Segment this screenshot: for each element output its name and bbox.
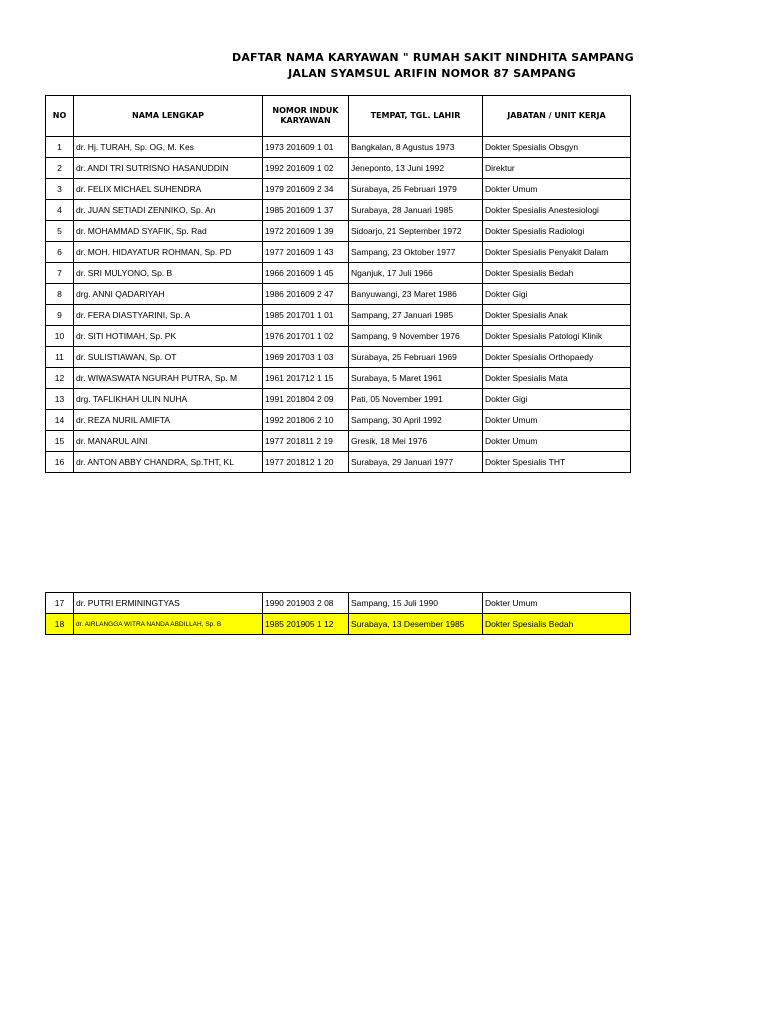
cell-nik: 1991 201804 2 09	[263, 389, 349, 410]
cell-jabatan: Dokter Gigi	[483, 389, 631, 410]
cell-name: dr. SULISTIAWAN, Sp. OT	[74, 347, 263, 368]
cell-jabatan: Dokter Spesialis Bedah	[483, 614, 631, 635]
cell-no: 10	[46, 326, 74, 347]
cell-no: 6	[46, 242, 74, 263]
cell-name: dr. AIRLANGGA WITRA NANDA ABDILLAH, Sp. B	[74, 614, 263, 635]
cell-no: 4	[46, 200, 74, 221]
cell-name: dr. SRI MULYONO, Sp. B	[74, 263, 263, 284]
cell-name: drg. TAFLIKHAH ULIN NUHA	[74, 389, 263, 410]
cell-no: 14	[46, 410, 74, 431]
cell-no: 1	[46, 137, 74, 158]
table-row	[46, 263, 631, 284]
cell-jabatan: Dokter Spesialis Anestesiologi	[483, 200, 631, 221]
cell-name: dr. ANDI TRI SUTRISNO HASANUDDIN	[74, 158, 263, 179]
cell-no: 13	[46, 389, 74, 410]
table-row	[46, 452, 631, 473]
cell-tempat: Sampang, 23 Oktober 1977	[349, 242, 483, 263]
cell-jabatan: Dokter Spesialis Anak	[483, 305, 631, 326]
cell-tempat: Banyuwangi, 23 Maret 1986	[349, 284, 483, 305]
cell-tempat: Nganjuk, 17 Juli 1966	[349, 263, 483, 284]
cell-jabatan: Dokter Umum	[483, 593, 631, 614]
cell-name: dr. REZA NURIL AMIFTA	[74, 410, 263, 431]
cell-tempat: Surabaya, 5 Maret 1961	[349, 368, 483, 389]
cell-no: 8	[46, 284, 74, 305]
cell-no: 2	[46, 158, 74, 179]
cell-jabatan: Dokter Spesialis Obsgyn	[483, 137, 631, 158]
cell-name: dr. FERA DIASTYARINI, Sp. A	[74, 305, 263, 326]
cell-name: dr. FELIX MICHAEL SUHENDRA	[74, 179, 263, 200]
cell-name: dr. PUTRI ERMININGTYAS	[74, 593, 263, 614]
cell-tempat: Surabaya, 28 Januari 1985	[349, 200, 483, 221]
cell-jabatan: Dokter Spesialis Orthopaedy	[483, 347, 631, 368]
cell-no: 12	[46, 368, 74, 389]
cell-tempat: Sampang, 9 November 1976	[349, 326, 483, 347]
table-header-row	[46, 96, 631, 137]
cell-tempat: Gresik, 18 Mei 1976	[349, 431, 483, 452]
cell-nik: 1973 201609 1 01	[263, 137, 349, 158]
table-row	[46, 179, 631, 200]
cell-jabatan: Dokter Umum	[483, 431, 631, 452]
cell-nik: 1969 201703 1 03	[263, 347, 349, 368]
cell-no: 16	[46, 452, 74, 473]
cell-no: 9	[46, 305, 74, 326]
cell-no: 3	[46, 179, 74, 200]
cell-nik: 1977 201609 1 43	[263, 242, 349, 263]
document-title: DAFTAR NAMA KARYAWAN " RUMAH SAKIT NINDHITA SAMPANG	[232, 51, 634, 64]
cell-nik: 1979 201609 2 34	[263, 179, 349, 200]
cell-nik: 1985 201905 1 12	[263, 614, 349, 635]
table-row	[46, 410, 631, 431]
cell-no: 7	[46, 263, 74, 284]
table-row	[46, 368, 631, 389]
table-row	[46, 242, 631, 263]
header-name: NAMA LENGKAP	[74, 96, 263, 137]
cell-tempat: Sampang, 27 Januari 1985	[349, 305, 483, 326]
cell-nik: 1986 201609 2 47	[263, 284, 349, 305]
cell-jabatan: Dokter Spesialis Mata	[483, 368, 631, 389]
table-row	[46, 200, 631, 221]
cell-no: 17	[46, 593, 74, 614]
cell-name: drg. ANNI QADARIYAH	[74, 284, 263, 305]
cell-nik: 1992 201806 2 10	[263, 410, 349, 431]
cell-nik: 1985 201701 1 01	[263, 305, 349, 326]
cell-jabatan: Dokter Spesialis Penyakit Dalam	[483, 242, 631, 263]
cell-no: 5	[46, 221, 74, 242]
cell-nik: 1977 201812 1 20	[263, 452, 349, 473]
table-row	[46, 326, 631, 347]
cell-name: dr. Hj. TURAH, Sp. OG, M. Kes	[74, 137, 263, 158]
cell-jabatan: Dokter Gigi	[483, 284, 631, 305]
cell-jabatan: Dokter Umum	[483, 179, 631, 200]
header-no: NO	[46, 96, 74, 137]
cell-tempat: Surabaya, 25 Februari 1979	[349, 179, 483, 200]
cell-tempat: Sampang, 15 Juli 1990	[349, 593, 483, 614]
cell-name: dr. MOH. HIDAYATUR ROHMAN, Sp. PD	[74, 242, 263, 263]
table-row	[46, 221, 631, 242]
table-row	[46, 347, 631, 368]
cell-name: dr. MOHAMMAD SYAFIK, Sp. Rad	[74, 221, 263, 242]
cell-no: 15	[46, 431, 74, 452]
cell-nik: 1985 201609 1 37	[263, 200, 349, 221]
cell-name: dr. ANTON ABBY CHANDRA, Sp.THT, KL	[74, 452, 263, 473]
document-subtitle: JALAN SYAMSUL ARIFIN NOMOR 87 SAMPANG	[288, 67, 576, 80]
cell-no: 11	[46, 347, 74, 368]
cell-jabatan: Dokter Umum	[483, 410, 631, 431]
table-row	[46, 389, 631, 410]
cell-nik: 1972 201609 1 39	[263, 221, 349, 242]
cell-tempat: Sampang, 30 April 1992	[349, 410, 483, 431]
cell-name: dr. JUAN SETIADI ZENNIKO, Sp. An	[74, 200, 263, 221]
cell-name: dr. MANARUL AINI	[74, 431, 263, 452]
cell-no: 18	[46, 614, 74, 635]
employee-table-continued	[45, 592, 631, 635]
cell-jabatan: Dokter Spesialis Radiologi	[483, 221, 631, 242]
cell-tempat: Jeneponto, 13 Juni 1992	[349, 158, 483, 179]
table-row	[46, 431, 631, 452]
cell-nik: 1990 201903 2 08	[263, 593, 349, 614]
table-row	[46, 137, 631, 158]
cell-jabatan: Direktur	[483, 158, 631, 179]
cell-name: dr. WIWASWATA NGURAH PUTRA, Sp. M	[74, 368, 263, 389]
header-tempat: TEMPAT, TGL. LAHIR	[349, 96, 483, 137]
table-row	[46, 305, 631, 326]
table-row	[46, 593, 631, 614]
cell-nik: 1976 201701 1 02	[263, 326, 349, 347]
cell-nik: 1961 201712 1 15	[263, 368, 349, 389]
cell-nik: 1992 201609 1 02	[263, 158, 349, 179]
header-jabatan: JABATAN / UNIT KERJA	[483, 96, 631, 137]
cell-nik: 1966 201609 1 45	[263, 263, 349, 284]
cell-tempat: Surabaya, 29 Januari 1977	[349, 452, 483, 473]
cell-tempat: Surabaya, 13 Desember 1985	[349, 614, 483, 635]
cell-tempat: Bangkalan, 8 Agustus 1973	[349, 137, 483, 158]
table-row	[46, 614, 631, 635]
table-row	[46, 158, 631, 179]
cell-tempat: Pati, 05 November 1991	[349, 389, 483, 410]
cell-tempat: Sidoarjo, 21 September 1972	[349, 221, 483, 242]
cell-tempat: Surabaya, 25 Februari 1969	[349, 347, 483, 368]
cell-name: dr. SITI HOTIMAH, Sp. PK	[74, 326, 263, 347]
header-nik: NOMOR INDUK KARYAWAN	[263, 96, 349, 137]
cell-jabatan: Dokter Spesialis Patologi Klinik	[483, 326, 631, 347]
cell-jabatan: Dokter Spesialis THT	[483, 452, 631, 473]
cell-jabatan: Dokter Spesialis Bedah	[483, 263, 631, 284]
table-row	[46, 284, 631, 305]
employee-table	[45, 95, 631, 473]
cell-nik: 1977 201811 2 19	[263, 431, 349, 452]
